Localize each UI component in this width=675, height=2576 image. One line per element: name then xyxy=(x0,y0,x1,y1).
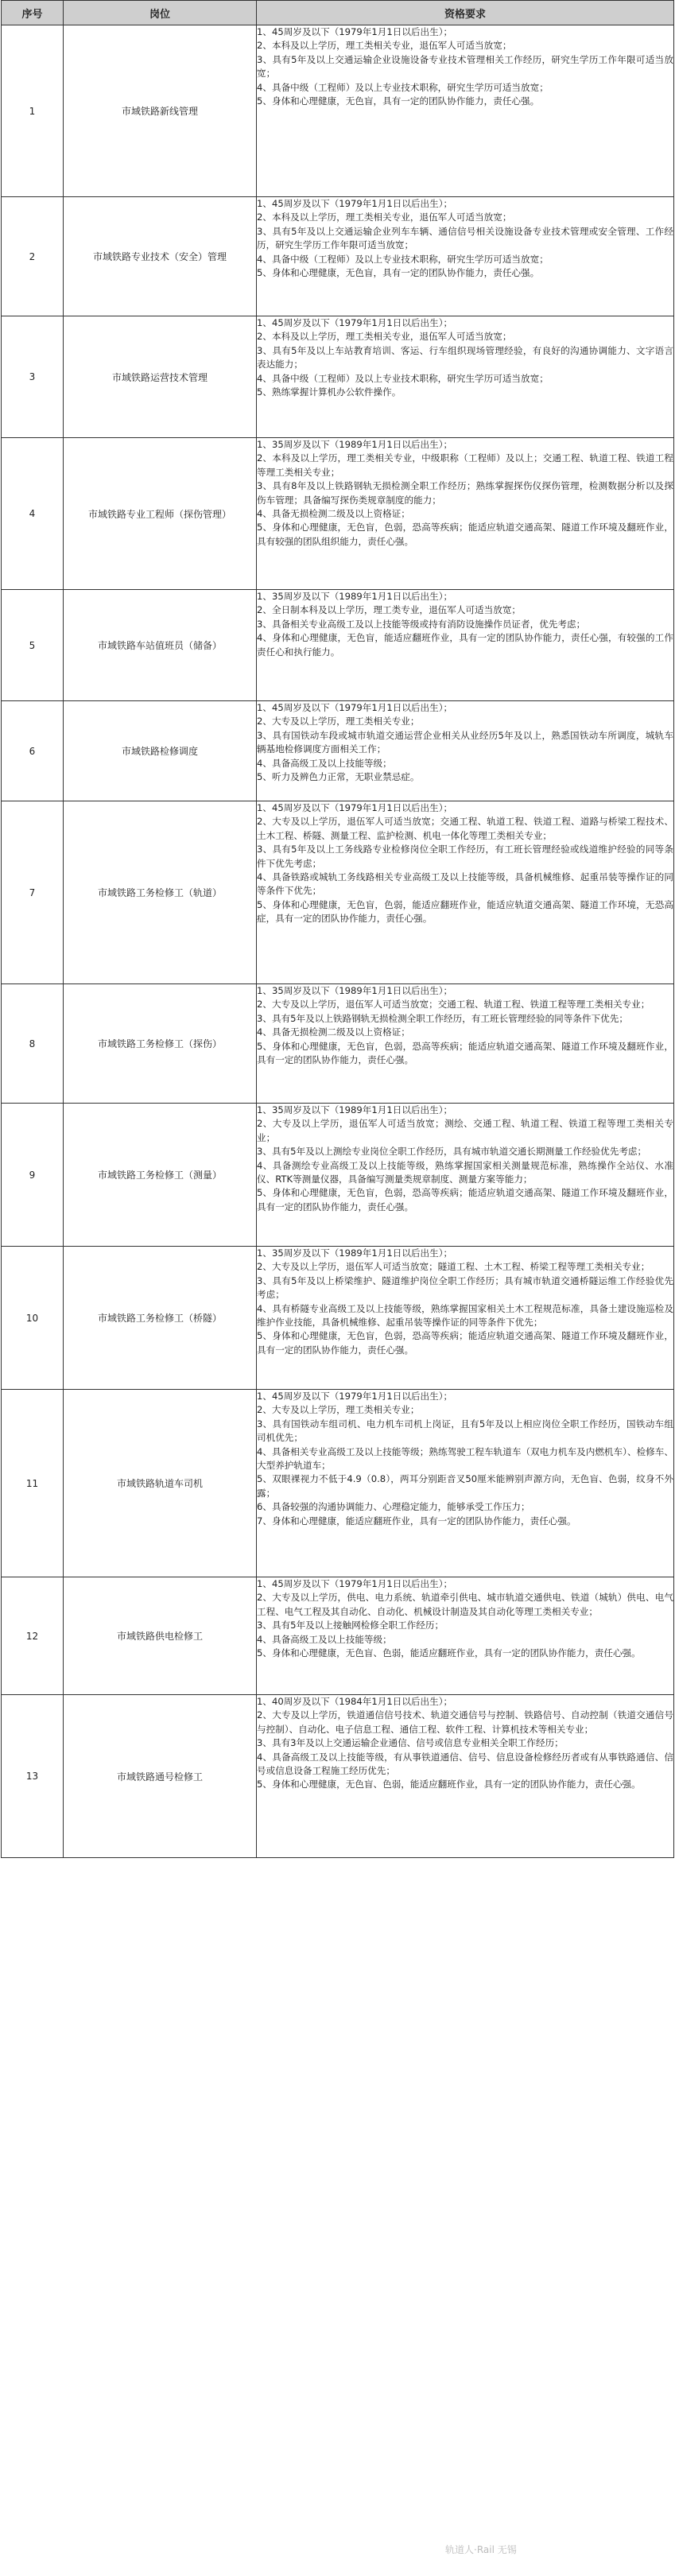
requirement-line: 4、具备中级（工程师）及以上专业技术职称，研究生学历可适当放宽； xyxy=(257,253,549,265)
requirement-line: 4、具备高级工及以上技能等级，有从事铁道通信、信号、信息设备检修经历者或有从事铁路通信、信号或信息设备工程施工经历优先； xyxy=(257,1751,673,1777)
requirement-line: 5、双眼裸视力不低于4.9（0.8），两耳分别距音叉50厘米能辨别声源方向，无色盲、色弱，纹身不外露； xyxy=(257,1473,673,1499)
requirement-line: 1、45周岁及以下（1979年1月1日以后出生）； xyxy=(257,317,453,328)
header-requirements: 资格要求 xyxy=(257,1,674,25)
requirement-line: 7、身体和心理健康，能适应翻班作业，具有一定的团队协作能力，责任心强。 xyxy=(257,1515,576,1527)
requirement-line: 5、身体和心理健康，无色盲、色弱，能适应翻班作业，具有一定的团队协作能力，责任心强。 xyxy=(257,1647,641,1659)
requirement-line: 4、具备中级（工程师）及以上专业技术职称，研究生学历可适当放宽； xyxy=(257,81,549,93)
row-number: 3 xyxy=(2,316,64,438)
requirements-cell xyxy=(257,1390,674,1577)
position-name: 市域铁路专业工程师（探伤管理） xyxy=(64,438,257,590)
requirement-line: 2、大专及以上学历，理工类相关专业； xyxy=(257,716,420,727)
requirement-line: 4、具备无损检测二级及以上资格证； xyxy=(257,1026,410,1038)
recruitment-table xyxy=(1,0,674,1858)
requirement-line: 3、具有国铁动车组司机、电力机车司机上岗证，且有5年及以上相应岗位全职工作经历，国铁动车组司机优先； xyxy=(257,1418,673,1444)
requirement-line: 2、大专及以上学历，退伍军人可适当放宽；交通工程、轨道工程、铁道工程等理工类相关专业； xyxy=(257,999,650,1011)
requirement-line: 2、本科及以上学历，理工类相关专业，退伍军人可适当放宽； xyxy=(257,211,512,223)
requirement-line: 3、具备相关专业高级工及以上技能等级或持有消防设施操作员证者，优先考虑； xyxy=(257,618,586,630)
table-row xyxy=(2,590,674,701)
row-number: 4 xyxy=(2,438,64,590)
row-number: 2 xyxy=(2,197,64,316)
requirements-cell xyxy=(257,590,674,701)
requirement-line: 2、本科及以上学历，理工类相关专业，退伍军人可适当放宽； xyxy=(257,331,512,343)
table-row xyxy=(2,984,674,1104)
requirement-line: 3、具有5年及以上工务线路专业检修岗位全职工作经历，有工班长管理经验或线道维护经验的同等条件下优先考虑； xyxy=(257,844,673,869)
row-number: 5 xyxy=(2,590,64,701)
requirement-line: 2、大专及以上学历，供电、电力系统、轨道牵引供电、城市轨道交通供电、铁道（城轨）供电、电气工程、电气工程及其自动化、自动化、机械设计制造及其自动化等理工类相关专业； xyxy=(257,1592,673,1617)
requirements-cell xyxy=(257,1247,674,1390)
requirement-line: 1、45周岁及以下（1979年1月1日以后出生）； xyxy=(257,802,453,813)
requirement-line: 6、具备较强的沟通协调能力、心理稳定能力，能够承受工作压力； xyxy=(257,1501,530,1513)
requirement-line: 3、具有8年及以上铁路钢轨无损检测全职工作经历；熟练掌握探伤仪探伤管理，检测数据分析以及探伤车管理；具备编写探伤类规章制度的能力； xyxy=(257,480,673,506)
table-row xyxy=(2,197,674,316)
row-number: 10 xyxy=(2,1247,64,1390)
row-number: 11 xyxy=(2,1390,64,1577)
position-name: 市域铁路工务检修工（轨道） xyxy=(64,801,257,984)
requirement-line: 5、身体和心理健康，无色盲，色弱，恐高等疾病；能适应轨道交通高架、隧道工作环境及翻班作业，具有一定的团队协作能力，责任心强。 xyxy=(257,1040,673,1066)
requirement-line: 3、具有5年及以上接触网检修全职工作经历； xyxy=(257,1620,444,1631)
requirement-line: 1、35周岁及以下（1989年1月1日以后出生）； xyxy=(257,591,453,602)
requirement-line: 2、大专及以上学历，理工类相关专业； xyxy=(257,1404,420,1416)
requirement-line: 5、身体和心理健康，无色盲，具有一定的团队协作能力，责任心强。 xyxy=(257,95,540,107)
requirement-line: 5、身体和心理健康，无色盲、色弱，能适应翻班作业，具有一定的团队协作能力，责任心强。 xyxy=(257,1779,641,1790)
position-name: 市域铁路供电检修工 xyxy=(64,1577,257,1695)
table-row xyxy=(2,1247,674,1390)
requirement-line: 5、身体和心理健康，无色盲，具有一定的团队协作能力，责任心强。 xyxy=(257,267,540,279)
requirement-line: 1、35周岁及以下（1989年1月1日以后出生）； xyxy=(257,1247,453,1259)
requirement-line: 2、本科及以上学历，理工类相关专业，退伍军人可适当放宽； xyxy=(257,40,512,52)
requirement-line: 4、具备相关专业高级工及以上技能等级；熟练驾驶工程车轨道车（双电力机车及内燃机车）、检修车、大型养护轨道车； xyxy=(257,1445,673,1472)
requirement-line: 1、45周岁及以下（1979年1月1日以后出生）； xyxy=(257,198,453,209)
table-row xyxy=(2,1104,674,1247)
requirement-line: 1、35周岁及以下（1989年1月1日以后出生）； xyxy=(257,1104,453,1115)
requirement-line: 3、具有3年及以上交通运输企业通信、信号或信息专业相关全职工作经历； xyxy=(257,1737,564,1749)
requirement-line: 2、本科及以上学历，理工类相关专业，中级职称（工程师）及以上；交通工程、轨道工程、铁道工程等理工类相关专业； xyxy=(257,452,673,478)
header-position: 岗位 xyxy=(64,1,257,25)
header-row xyxy=(2,1,674,25)
requirement-line: 1、45周岁及以下（1979年1月1日以后出生）； xyxy=(257,702,453,713)
requirements-cell xyxy=(257,801,674,984)
requirements-cell xyxy=(257,984,674,1104)
table-row xyxy=(2,1577,674,1695)
requirement-line: 4、具备高级工及以上技能等级； xyxy=(257,757,392,769)
requirement-line: 1、45周岁及以下（1979年1月1日以后出生）； xyxy=(257,1578,453,1589)
row-number: 9 xyxy=(2,1104,64,1247)
requirement-line: 4、具备无损检测二级及以上资格证； xyxy=(257,508,410,520)
row-number: 6 xyxy=(2,701,64,801)
requirement-line: 1、45周岁及以下（1979年1月1日以后出生）； xyxy=(257,1391,453,1402)
requirement-line: 5、身体和心理健康，无色盲，色弱，恐高等疾病；能适应轨道交通高架、隧道工作环境及翻班作业，具有一定的团队协作能力，责任心强。 xyxy=(257,1187,673,1212)
requirement-line: 2、大专及以上学历，退伍军人可适当放宽；隧道工程、土木工程、桥梁工程等理工类相关专业； xyxy=(257,1261,650,1273)
table-row xyxy=(2,701,674,801)
position-name: 市域铁路车站值班员（储备） xyxy=(64,590,257,701)
requirements-cell xyxy=(257,1577,674,1695)
position-name: 市域铁路运营技术管理 xyxy=(64,316,257,438)
requirements-cell xyxy=(257,197,674,316)
requirement-line: 3、具有5年及以上车站教育培训、客运、行车组织现场管理经验，有良好的沟通协调能力、文字语言表达能力； xyxy=(257,344,673,370)
requirement-line: 5、听力及辨色力正常，无职业禁忌症。 xyxy=(257,771,420,783)
row-number: 1 xyxy=(2,25,64,197)
requirement-line: 3、具有5年及以上测绘专业岗位全职工作经历，具有城市轨道交通长期测量工作经验优先考虑； xyxy=(257,1146,647,1158)
table-row xyxy=(2,438,674,590)
requirement-line: 5、身体和心理健康，无色盲，色弱，能适应翻班作业，能适应轨道交通高架、隧道工作环境，无恐高症，具有一定的团队协作能力，责任心强。 xyxy=(257,898,673,925)
requirements-cell xyxy=(257,438,674,590)
row-number: 13 xyxy=(2,1695,64,1858)
requirement-line: 1、35周岁及以下（1989年1月1日以后出生）； xyxy=(257,439,453,450)
requirements-cell xyxy=(257,701,674,801)
position-name: 市域铁路轨道车司机 xyxy=(64,1390,257,1577)
requirement-line: 4、具备铁路或城轨工务线路相关专业高级工及以上技能等级，具备机械维修、起重吊装等操作证的同等条件下优先； xyxy=(257,871,673,897)
requirement-line: 3、具有5年及以上交通运输企业设施设备专业技术管理相关工作经历，研究生学历工作年限可适当放宽； xyxy=(257,53,673,80)
requirement-line: 1、40周岁及以下（1984年1月1日以后出生）； xyxy=(257,1696,453,1707)
position-name: 市域铁路新线管理 xyxy=(64,25,257,197)
requirement-line: 3、具有国铁动车段或城市轨道交通运营企业相关从业经历5年及以上，熟悉国铁动车所调度，城轨车辆基地检修调度方面相关工作； xyxy=(257,729,673,755)
table-row xyxy=(2,1390,674,1577)
position-name: 市域铁路工务检修工（桥隧） xyxy=(64,1247,257,1390)
requirement-line: 5、身体和心理健康，无色盲，色弱，恐高等疾病；能适应轨道交通高架、隧道工作环境及翻班作业，具有较强的团队组织能力，责任心强。 xyxy=(257,522,673,547)
position-name: 市域铁路通号检修工 xyxy=(64,1695,257,1858)
table-row xyxy=(2,801,674,984)
row-number: 8 xyxy=(2,984,64,1104)
table-row xyxy=(2,316,674,438)
requirement-line: 3、具有5年及以上铁路钢轨无损检测全职工作经历，有工班长管理经验的同等条件下优先； xyxy=(257,1012,628,1024)
requirement-line: 3、具有5年及以上桥梁维护、隧道维护岗位全职工作经历；具有城市轨道交通桥隧运维工作经验优先考虑； xyxy=(257,1274,673,1301)
requirement-line: 2、大专及以上学历，退伍军人可适当放宽；测绘、交通工程、轨道工程、铁道工程等理工类相关专业； xyxy=(257,1118,673,1143)
requirements-cell xyxy=(257,316,674,438)
requirement-line: 5、熟练掌握计算机办公软件操作。 xyxy=(257,386,402,398)
requirement-line: 2、大专及以上学历，退伍军人可适当放宽；交通工程、轨道工程、铁道工程、道路与桥梁工程技术、土木工程、桥隧、测量工程、监护检测、机电一体化等理工类相关专业； xyxy=(257,816,673,841)
requirement-line: 3、具有5年及以上交通运输企业列车车辆、通信信号相关设施设备专业技术管理或安全管理、工作经历，研究生学历工作年限可适当放宽； xyxy=(257,225,673,251)
requirements-cell xyxy=(257,25,674,197)
requirement-line: 2、大专及以上学历，铁道通信信号技术、轨道交通信号与控制、铁路信号、自动控制（铁道交通信号与控制）、自动化、电子信息工程、通信工程、软件工程、计算机技术等相关专业； xyxy=(257,1709,673,1735)
position-name: 市域铁路工务检修工（探伤） xyxy=(64,984,257,1104)
requirement-line: 1、35周岁及以下（1989年1月1日以后出生）； xyxy=(257,985,453,996)
requirement-line: 4、具备中级（工程师）及以上专业技术职称，研究生学历可适当放宽； xyxy=(257,372,549,384)
watermark-text: 轨道人·Rail 无锡 xyxy=(445,2544,517,2555)
requirement-line: 4、具备测绘专业高级工及以上技能等级，熟练掌握国家相关测量规范标准，熟练操作全站仪、水准仪、RTK等测量仪器，具备编写测量类规章制度、测量方案等能力； xyxy=(257,1159,673,1185)
position-name: 市域铁路专业技术（安全）管理 xyxy=(64,197,257,316)
row-number: 7 xyxy=(2,801,64,984)
row-number: 12 xyxy=(2,1577,64,1695)
requirements-cell xyxy=(257,1695,674,1858)
requirement-line: 2、全日制本科及以上学历，理工类专业，退伍军人可适当放宽； xyxy=(257,604,522,616)
requirement-line: 5、身体和心理健康，无色盲，色弱，恐高等疾病；能适应轨道交通高架、隧道工作环境及翻班作业，具有一定的团队协作能力，责任心强。 xyxy=(257,1330,673,1356)
requirement-line: 4、具有桥隧专业高级工及以上技能等级，熟练掌握国家相关土木工程规范标准，具备土建设施巡检及维护作业技能，具备机械维修、起重吊装等操作证的同等条件下优先； xyxy=(257,1302,673,1329)
requirement-line: 4、身体和心理健康，无色盲，能适应翻班作业，具有一定的团队协作能力，责任心强，有较强的工作责任心和执行能力。 xyxy=(257,632,673,658)
table-row xyxy=(2,25,674,197)
position-name: 市域铁路检修调度 xyxy=(64,701,257,801)
requirement-line: 4、具备高级工及以上技能等级； xyxy=(257,1633,392,1645)
table-row xyxy=(2,1695,674,1858)
requirement-line: 1、45周岁及以下（1979年1月1日以后出生）； xyxy=(257,26,453,37)
header-no: 序号 xyxy=(2,1,64,25)
position-name: 市域铁路工务检修工（测量） xyxy=(64,1104,257,1247)
requirements-cell xyxy=(257,1104,674,1247)
